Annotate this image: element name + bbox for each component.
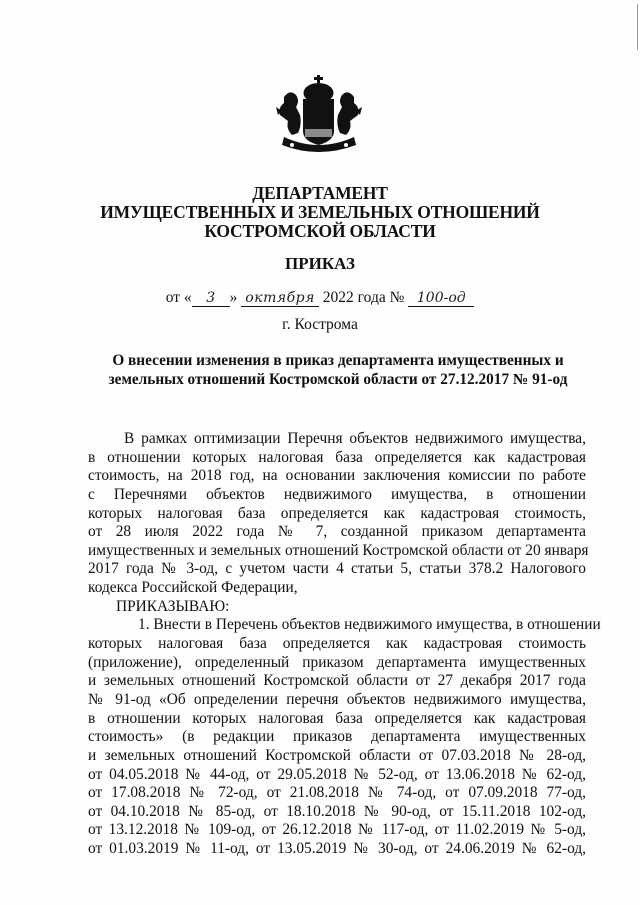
body-line: с Перечнями объектов недвижимого имущества, в отношении [88, 485, 586, 503]
handwritten-order-number: 100-од [408, 291, 474, 307]
document-subject [88, 351, 588, 389]
body-line: от 13.12.2018 № 109-од, от 26.12.2018 № 117-од, от 11.02.2019 № 5-од, [88, 821, 586, 839]
body-line: от 04.05.2018 № 44-од, от 29.05.2018 № 52-од, от 13.06.2018 № 62-од, [88, 765, 586, 783]
date-day-close: » [229, 289, 238, 306]
body-line: от 01.03.2019 № 11-од, от 13.05.2019 № 30-од, от 24.06.2019 № 62-од, [88, 840, 586, 858]
body-line: и земельных отношений Костромской области от 27 декабря 2017 года [88, 672, 586, 690]
city-label: г. Кострома [282, 316, 358, 333]
order-directive: ПРИКАЗЫВАЮ: [116, 597, 230, 615]
document-body [88, 430, 601, 859]
body-line: и земельных отношений Костромской области от 07.03.2018 № 28-од, [88, 746, 586, 764]
department-line-1: ДЕПАРТАМЕНТ [252, 183, 388, 203]
body-line: (приложение), определенный приказом департамента имущественных [88, 653, 586, 671]
body-line: в отношении которых налоговая база определяется как кадастровая [88, 709, 586, 727]
body-line: от 04.10.2018 № 85-од, от 18.10.2018 № 90-од, от 15.11.2018 102-од, [88, 802, 586, 820]
body-line: в отношении которых налоговая база определяется как кадастровая [88, 448, 586, 466]
department-line-2: ИМУЩЕСТВЕННЫХ И ЗЕМЕЛЬНЫХ ОТНОШЕНИЙ [100, 202, 540, 222]
body-line: стоимость» (в редакции приказов департамента имущественных [88, 728, 586, 746]
subject-line-2: земельных отношений Костромской области от 27.12.2017 № 91-од [108, 371, 568, 388]
date-year-text: 2022 года № [322, 289, 405, 306]
department-line-3: КОСТРОМСКОЙ ОБЛАСТИ [204, 221, 436, 241]
body-line: кодекса Российской Федерации, [88, 579, 298, 597]
body-line: 2017 года № 3-од, с учетом части 4 статьи 5, статьи 378.2 Налогового [88, 560, 586, 578]
date-line [0, 289, 640, 307]
body-line: которых налоговая база определяется как кадастровая стоимость [88, 635, 586, 653]
body-line: В рамках оптимизации Перечня объектов недвижимого имущества, [124, 430, 586, 447]
body-line: от 17.08.2018 № 72-од, от 21.08.2018 № 74-од, от 07.09.2018 77-од, [88, 784, 586, 802]
body-line: стоимость, на 2018 год, на основании заключения комиссии по работе [88, 467, 586, 485]
document-type-title: ПРИКАЗ [285, 254, 355, 273]
department-heading [0, 184, 640, 241]
subject-line-1: О внесении изменения в приказ департамента имущественных и [112, 352, 564, 369]
coat-of-arms-icon [270, 75, 368, 157]
body-line: 1. Внести в Перечень объектов недвижимого имущества, в отношении [138, 616, 601, 634]
body-line: которых налоговая база определяется как кадастровая стоимость, [88, 504, 586, 522]
body-line: имущественных и земельных отношений Костромской области от 20 января [88, 541, 589, 559]
scan-edge-artifact [637, 4, 638, 50]
date-prefix: от « [165, 289, 192, 306]
handwritten-month: октября [241, 291, 319, 307]
body-line: от 28 июля 2022 года № 7, созданной приказом департамента [88, 523, 586, 541]
body-line: № 91-од «Об определении перечня объектов недвижимого имущества, [88, 690, 586, 708]
handwritten-day: 3 [192, 291, 230, 307]
